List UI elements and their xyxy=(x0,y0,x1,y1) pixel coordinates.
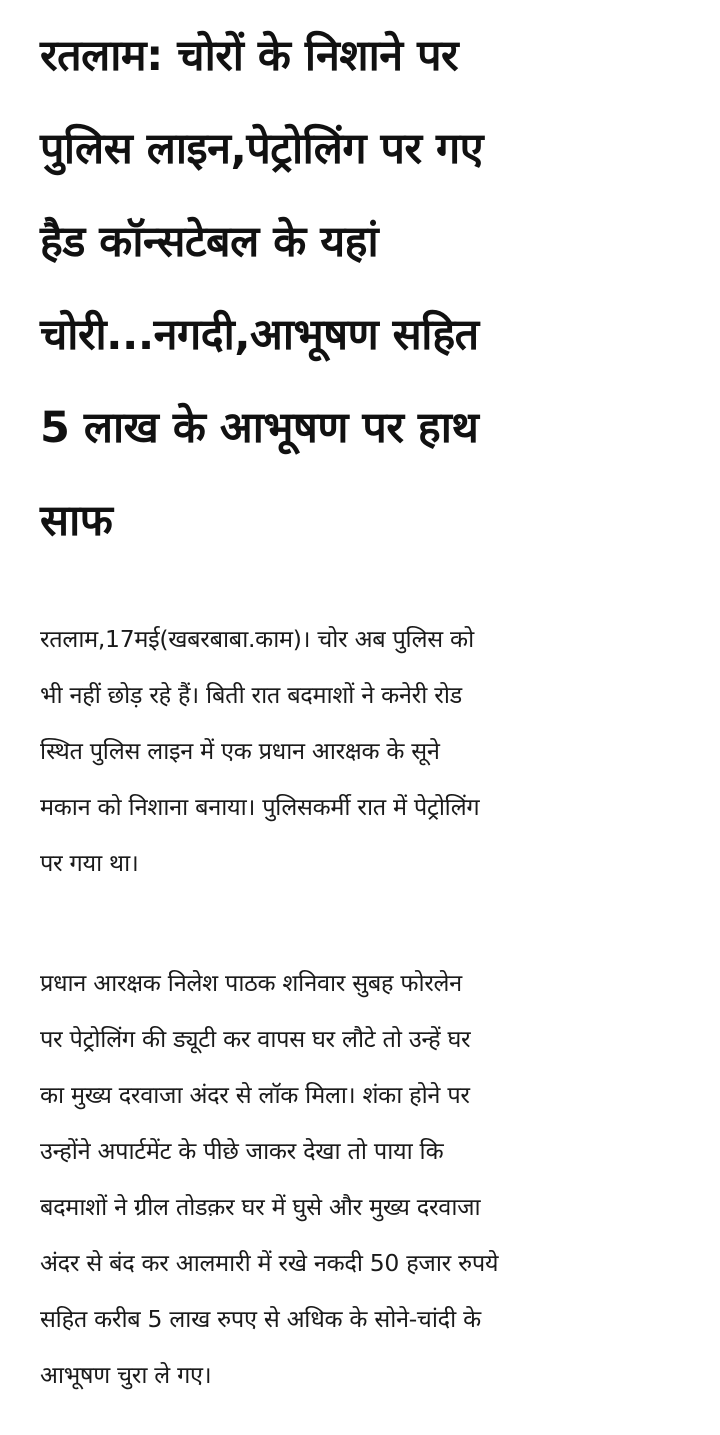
paragraph-line: भी नहीं छोड़ रहे हैं। बिती रात बदमाशों ने कनेरी रोड xyxy=(40,681,462,709)
headline-line: साफ xyxy=(40,496,113,546)
article-headline xyxy=(40,10,690,568)
paragraph-line: प्रधान आरक्षक निलेश पाठक शनिवार सुबह फोरलेन xyxy=(40,969,462,997)
paragraph-line: का मुख्य दरवाजा अंदर से लॉक मिला। शंका होने पर xyxy=(40,1081,470,1109)
headline-line: हैड कॉन्सटेबल के यहां xyxy=(40,217,379,267)
paragraph-line: आभूषण चुरा ले गए। xyxy=(40,1361,212,1389)
news-article xyxy=(40,10,690,1389)
paragraph-line: मकान को निशाना बनाया। पुलिसकर्मी रात में पेट्रोलिंग xyxy=(40,793,480,821)
paragraph-line: स्थित पुलिस लाइन में एक प्रधान आरक्षक के सूने xyxy=(40,737,440,765)
article-paragraph-2 xyxy=(40,955,498,1403)
paragraph-line: सहित करीब 5 लाख रुपए से अधिक के सोने-चांदी के xyxy=(40,1305,481,1333)
headline-line: 5 लाख के आभूषण पर हाथ xyxy=(40,403,479,453)
article-paragraph-1 xyxy=(40,611,479,891)
paragraph-line: बदमाशों ने ग्रील तोडक़र घर में घुसे और मुख्य दरवाजा xyxy=(40,1193,481,1221)
paragraph-line: अंदर से बंद कर आलमारी में रखे नकदी 50 हजार रुपये xyxy=(40,1249,499,1277)
headline-line: पुलिस लाइन,पेट्रोलिंग पर गए xyxy=(40,124,484,174)
paragraph-line: रतलाम,17मई(खबरबाबा.काम)। चोर अब पुलिस को xyxy=(40,625,474,653)
headline-line: रतलाम: चोरों के निशाने पर xyxy=(40,31,459,81)
paragraph-line: पर पेट्रोलिंग की ड्यूटी कर वापस घर लौटे तो उन्हें घर xyxy=(40,1025,471,1053)
paragraph-line: पर गया था। xyxy=(40,849,139,877)
headline-line: चोरी...नगदी,आभूषण सहित xyxy=(40,310,479,360)
paragraph-line: उन्होंने अपार्टमेंट के पीछे जाकर देखा तो पाया कि xyxy=(40,1137,444,1165)
